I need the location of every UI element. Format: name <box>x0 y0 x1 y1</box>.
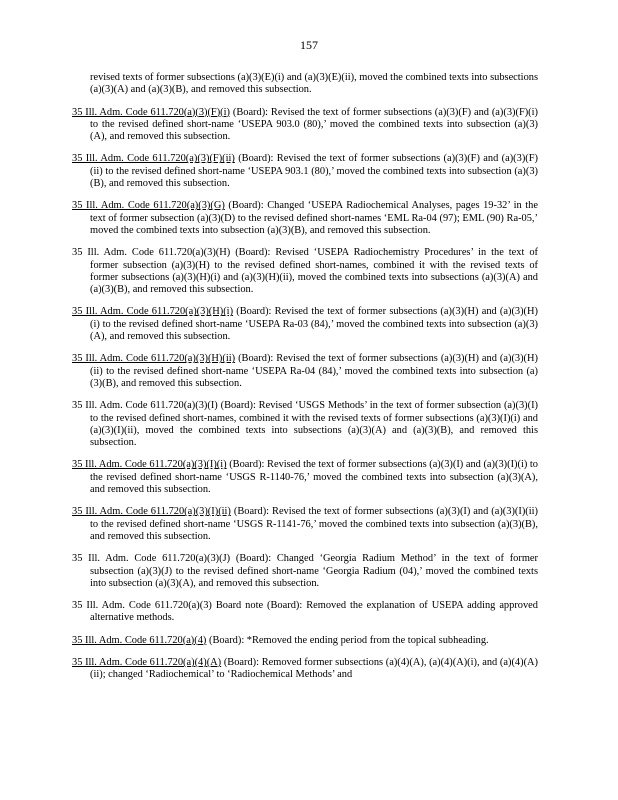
revision-entry <box>72 459 538 496</box>
entry-text: (Board): Revised the text of former subsections (a)(3)(I) and (a)(3)(I)(i) to the revised defined short-name ‘USGS R-1140-76,’ moved the combined texts into subsection (a)(3)(A), and removed this subsection. <box>90 459 538 496</box>
revision-entry <box>72 353 538 390</box>
code-citation: 35 Ill. Adm. Code 611.720(a)(3) <box>72 600 212 612</box>
revision-entry <box>72 306 538 343</box>
code-citation: 35 Ill. Adm. Code 611.720(a)(4)(A) <box>72 656 222 668</box>
revision-entry <box>72 247 538 296</box>
code-citation: 35 Ill. Adm. Code 611.720(a)(4) <box>72 634 207 646</box>
revision-entry <box>72 657 538 682</box>
code-citation: 35 Ill. Adm. Code 611.720(a)(3)(F)(i) <box>72 106 230 118</box>
entry-text: (Board): Changed ‘Georgia Radium Method’ in the text of former subsection (a)(3)(J) to the revised defined short-name ‘Georgia Radium (04),’ moved the combined texts into subsection (a)(3)(A), and removed this subsection. <box>90 553 538 589</box>
continuation-paragraph: revised texts of former subsections (a)(3)(E)(i) and (a)(3)(E)(ii), moved the combined texts into subsections (a)(3)(A) and (a)(3)(B), and removed this subsection. <box>90 72 538 96</box>
revision-entry <box>72 200 538 237</box>
revision-entry <box>72 153 538 190</box>
code-citation: 35 Ill. Adm. Code 611.720(a)(3)(H) <box>72 247 231 259</box>
entry-text: (Board): Removed former subsections (a)(4)(A), (a)(4)(A)(i), and (a)(4)(A)(ii); changed ‘Radiochemical’ to ‘Radiochemical Methods’ and <box>90 656 538 681</box>
revision-entry <box>72 635 538 647</box>
code-citation: 35 Ill. Adm. Code 611.720(a)(3)(H)(ii) <box>72 353 236 365</box>
revision-entry <box>72 400 538 449</box>
code-citation: 35 Ill. Adm. Code 611.720(a)(3)(G) <box>72 200 225 212</box>
entry-text: (Board): *Removed the ending period from the topical subheading. <box>209 634 489 646</box>
entry-text: (Board): Revised the text of former subsections (a)(3)(I) and (a)(3)(I)(ii) to the revised defined short-name ‘USGS R-1141-76,’ moved the combined texts into subsection (a)(3)(B), and removed this subsection. <box>90 506 538 542</box>
code-citation: 35 Ill. Adm. Code 611.720(a)(3)(I)(ii) <box>72 506 231 518</box>
entry-text: (Board): Revised the text of former subsections (a)(3)(H) and (a)(3)(H)(i) to the revised defined short-name ‘USEPA Ra-03 (84),’ moved the combined texts into subsection (a)(3)(A), and removed this subsection. <box>90 306 538 343</box>
code-citation: 35 Ill. Adm. Code 611.720(a)(3)(F)(ii) <box>72 153 235 165</box>
revision-entry <box>72 107 538 144</box>
revision-entries <box>72 72 538 692</box>
revision-entry <box>72 506 538 543</box>
code-citation: 35 Ill. Adm. Code 611.720(a)(3)(I) <box>72 400 218 412</box>
entry-text: (Board): Changed ‘USEPA Radiochemical Analyses, pages 19-32’ in the text of former subsection (a)(3)(D) to the revised defined short-names ‘EML Ra-04 (97); EML (90) Ra-05,’ moved the combined texts into subsection (a)(3)(B), and removed this subsection. <box>90 200 538 236</box>
entry-text: Board note (Board): Removed the explanation of USEPA adding approved alternative methods. <box>90 600 538 624</box>
entry-text: (Board): Revised ‘USEPA Radiochemistry Procedures’ in the text of former subsection (a)(3)(H) to the revised defined short-names, combined it with the revised texts of former subsections (a)(3)(H)(i) and (a)(3)(H)(ii), moved the combined texts into subsections (a)(3)(A) and (a)(3)(B), and removed this subsection. <box>90 247 538 296</box>
code-citation: 35 Ill. Adm. Code 611.720(a)(3)(H)(i) <box>72 306 234 318</box>
revision-entry <box>72 553 538 590</box>
entry-text: (Board): Revised the text of former subsections (a)(3)(H) and (a)(3)(H)(ii) to the revised defined short-name ‘USEPA Ra-04 (84),’ moved the combined texts into subsection (a)(3)(B), and removed this subsection. <box>90 353 538 389</box>
entry-text: (Board): Revised the text of former subsections (a)(3)(F) and (a)(3)(F)(i) to the revised defined short-name ‘USEPA 903.0 (80),’ moved the combined texts into subsection (a)(3)(A), and removed this subsection. <box>90 106 538 143</box>
code-citation: 35 Ill. Adm. Code 611.720(a)(3)(J) <box>72 553 231 565</box>
entry-text: (Board): Revised the text of former subsections (a)(3)(F) and (a)(3)(F)(ii) to the revised defined short-name ‘USEPA 903.1 (80),’ moved the combined texts into subsection (a)(3)(B), and removed this subsection. <box>90 153 538 190</box>
revision-entry <box>72 600 538 625</box>
page-number: 157 <box>300 38 318 52</box>
entry-text: (Board): Revised ‘USGS Methods’ in the text of former subsection (a)(3)(I) to the revised defined short-names, combined it with the revised texts of former subsections (a)(3)(I)(i) and (a)(3)(I)(ii), moved the combined texts into subsections (a)(3)(A) and (a)(3)(B), and removed this subsection. <box>90 400 539 449</box>
code-citation: 35 Ill. Adm. Code 611.720(a)(3)(I)(i) <box>72 459 227 471</box>
